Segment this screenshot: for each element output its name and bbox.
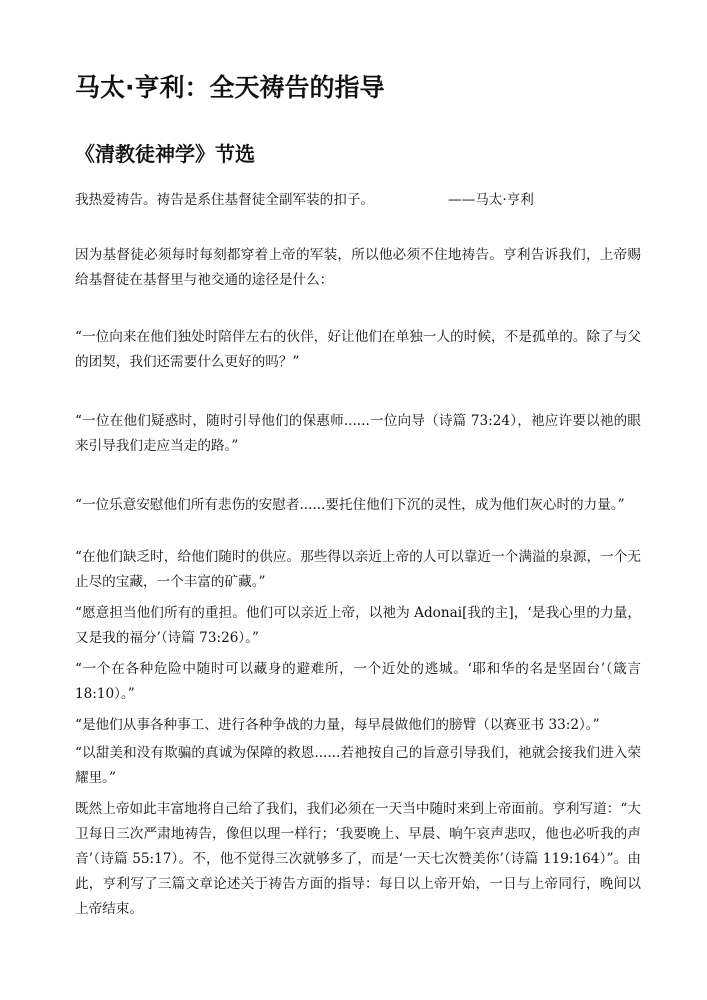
paragraph-quote-comforter: “一位乐意安慰他们所有悲伤的安慰者......要托住他们下沉的灵性，成为他们灰心时的力量。” bbox=[75, 497, 625, 513]
paragraph-quote-refuge: “一个在各种危险中随时可以藏身的避难所，一个近处的逃城。‘耶和华的名是坚固台’（箴言 18:10）。” bbox=[75, 661, 641, 702]
paragraph-conclusion: 既然上帝如此丰富地将自己给了我们，我们必须在一天当中随时来到上帝面前。亨利写道：“大卫每日三次严肃地祷告，像但以理一样行；‘我要晚上、早晨、晌午哀声悲叹，他也必听我的声音’（诗篇 55:17）。不，他不觉得三次就够多了，而是‘一天七次赞美你’（诗篇 119:164）”。由此，亨利写了三篇文章论述关于祷告方面的指导：每日以上帝开始，一日与上帝同行，晚间以上帝结束。 bbox=[75, 801, 641, 917]
paragraph-quote-strength: “是他们从事各种事工、进行各种争战的力量，每早晨做他们的膀臂（以赛亚书 33:2）。” bbox=[75, 717, 600, 733]
paragraph-quote-supply: “在他们缺乏时，给他们随时的供应。那些得以亲近上帝的人可以靠近一个满溢的泉源，一个无止尽的宝藏，一个丰富的矿藏。” bbox=[75, 549, 641, 590]
paragraph-quote-companion: “一位向来在他们独处时陪伴左右的伙伴，好让他们在单独一人的时候，不是孤单的。除了与父的团契，我们还需要什么更好的吗？” bbox=[75, 329, 641, 370]
page-title: 马太·亨利：全天祷告的指导 bbox=[75, 73, 385, 102]
epigraph-attribution: ——马太·亨利 bbox=[448, 192, 534, 208]
paragraph-quote-burden: “愿意担当他们所有的重担。他们可以亲近上帝，以祂为 Adonai[我的主]，‘是我心里的力量，又是我的福分’（诗篇 73:26）。” bbox=[75, 605, 641, 646]
paragraph-quote-salvation: “以甜美和没有欺骗的真诚为保障的救恩......若祂按自己的旨意引导我们，祂就会接我们进入荣耀里。” bbox=[75, 745, 641, 786]
epigraph-quote: 我热爱祷告。祷告是系住基督徒全副军装的扣子。 bbox=[75, 192, 375, 208]
paragraph-intro: 因为基督徒必须每时每刻都穿着上帝的军装，所以他必须不住地祷告。亨利告诉我们，上帝赐给基督徒在基督里与祂交通的途径是什么： bbox=[75, 247, 641, 288]
page-subtitle: 《清教徒神学》节选 bbox=[75, 142, 255, 166]
epigraph bbox=[75, 188, 641, 213]
paragraph-quote-counselor: “一位在他们疑惑时，随时引导他们的保惠师......一位向导（诗篇 73:24），祂应许要以祂的眼来引导我们走应当走的路。” bbox=[75, 413, 641, 454]
